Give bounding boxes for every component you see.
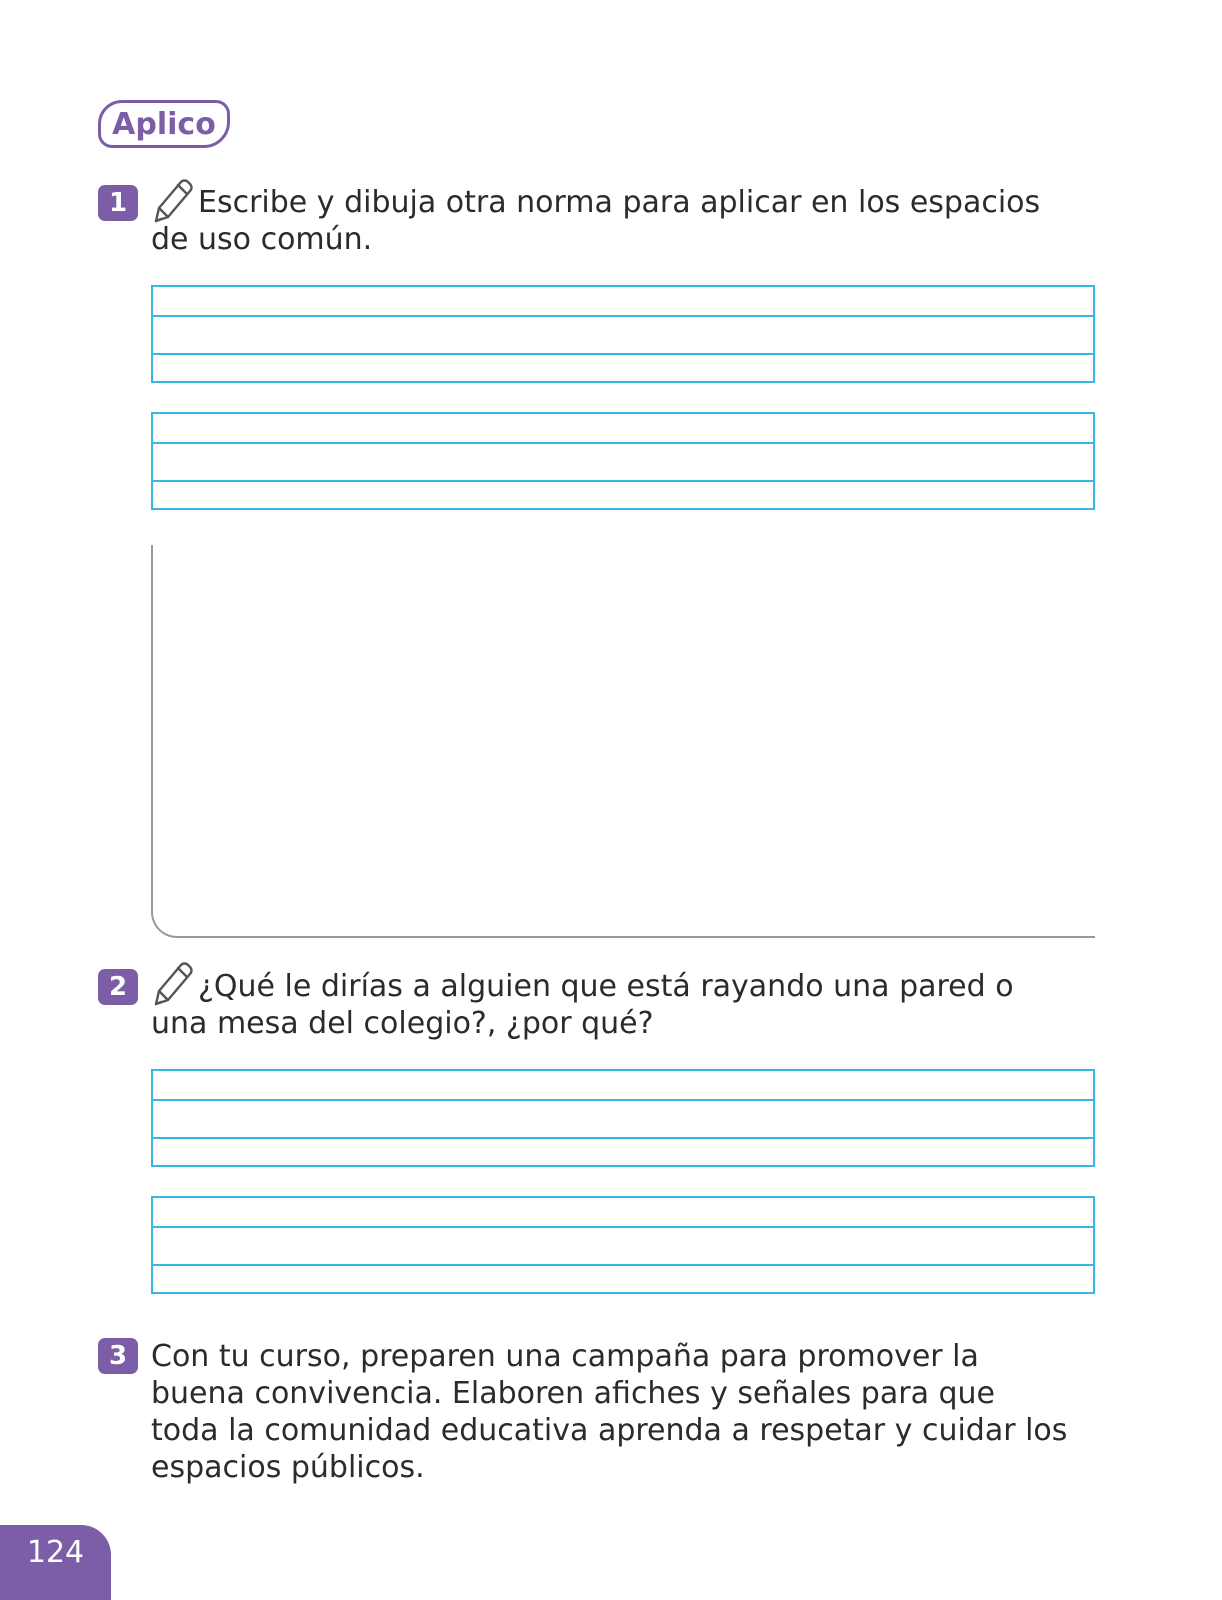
question-1-number-badge: 1 [98, 185, 138, 221]
answer-lines-2a[interactable] [151, 1069, 1095, 1167]
section-title-aplico: Aplico [98, 100, 230, 148]
answer-lines-1b[interactable] [151, 412, 1095, 510]
question-1-text-line-2: de uso común. [151, 222, 373, 257]
question-3-text-line-1: Con tu curso, preparen una campaña para promover la [151, 1339, 979, 1374]
drawing-area[interactable] [151, 545, 1095, 938]
question-3-text-line-4: espacios públicos. [151, 1450, 425, 1485]
answer-lines-1a[interactable] [151, 285, 1095, 383]
question-3-text-line-3: toda la comunidad educativa aprenda a respetar y cuidar los [151, 1413, 1068, 1448]
page-number: 124 [0, 1525, 111, 1600]
question-3-number-badge: 3 [98, 1338, 138, 1374]
question-2-text-line-2: una mesa del colegio?, ¿por qué? [151, 1006, 654, 1041]
pencil-icon [150, 177, 194, 225]
question-3-text-line-2: buena convivencia. Elaboren afiches y señales para que [151, 1376, 995, 1411]
question-1-text-line-1: Escribe y dibuja otra norma para aplicar en los espacios [198, 185, 1041, 220]
answer-lines-2b[interactable] [151, 1196, 1095, 1294]
question-2-text-line-1: ¿Qué le dirías a alguien que está rayando una pared o [198, 969, 1014, 1004]
pencil-icon [150, 960, 194, 1008]
question-2-number-badge: 2 [98, 969, 138, 1005]
